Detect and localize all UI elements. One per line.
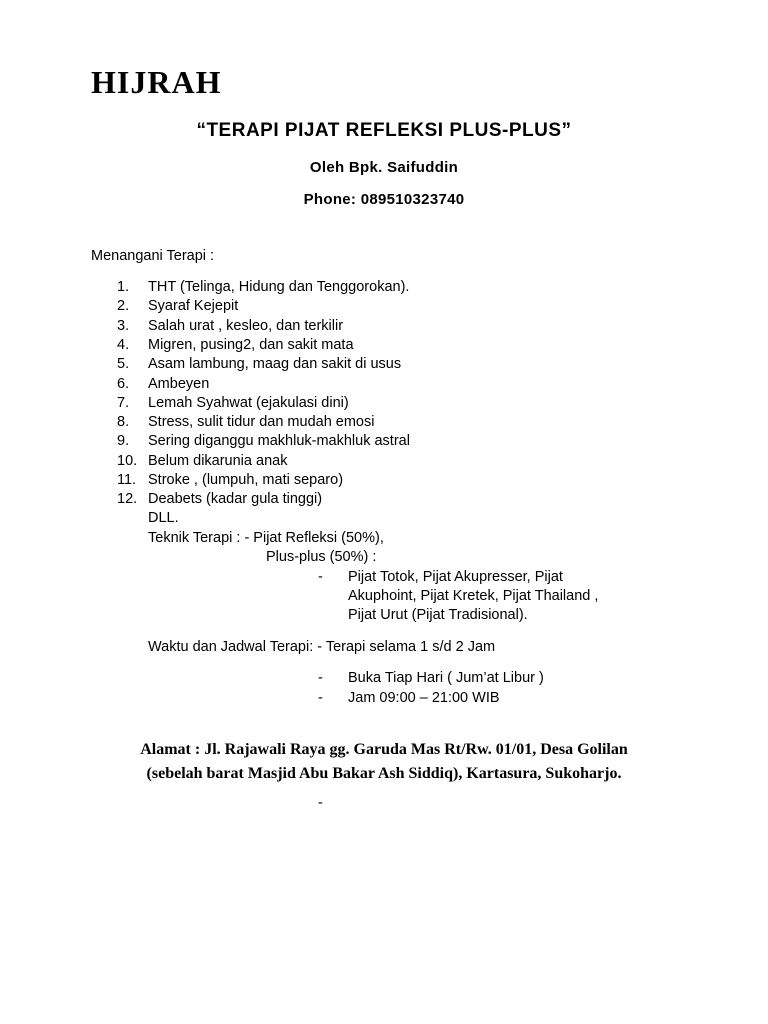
list-text: Syaraf Kejepit: [148, 298, 239, 314]
list-text: Salah urat , kesleo, dan terkilir: [148, 318, 344, 334]
treatments-heading: Menangani Terapi :: [91, 248, 215, 264]
list-item: [0, 376, 768, 395]
technique-sub-line: Pijat Totok, Pijat Akupresser, Pijat: [348, 569, 563, 585]
list-number: 9.: [117, 433, 130, 449]
list-text: THT (Telinga, Hidung dan Tenggorokan).: [148, 279, 410, 295]
address-line: (sebelah barat Masjid Abu Bakar Ash Siddiq), Kartasura, Sukoharjo.: [146, 765, 622, 782]
technique-sub-line: Akuphoint, Pijat Kretek, Pijat Thailand ,: [348, 588, 599, 604]
list-item: [0, 395, 768, 414]
list-number: 11.: [117, 472, 137, 488]
list-number: 6.: [117, 376, 130, 392]
list-item: [0, 318, 768, 337]
list-number: 3.: [117, 318, 130, 334]
list-text: Stroke , (lumpuh, mati separo): [148, 472, 344, 488]
list-text: Stress, sulit tidur dan mudah emosi: [148, 414, 375, 430]
list-number: 7.: [117, 395, 130, 411]
list-number: 10.: [117, 453, 138, 469]
address-line: Alamat : Jl. Rajawali Raya gg. Garuda Mas Rt/Rw. 01/01, Desa Golilan: [140, 741, 628, 758]
list-item: [0, 453, 768, 472]
author-line: Oleh Bpk. Saifuddin: [309, 159, 459, 176]
list-number: 2.: [117, 298, 130, 314]
list-item: [0, 433, 768, 452]
list-item: [0, 414, 768, 433]
list-number: 1.: [117, 279, 130, 295]
plus-plus-line: Plus-plus (50%) :: [266, 549, 377, 565]
list-item: [0, 279, 768, 298]
etc-label: DLL.: [148, 510, 179, 526]
list-text: Belum dikarunia anak: [148, 453, 288, 469]
schedule-open-days: Buka Tiap Hari ( Jum’at Libur ): [348, 670, 544, 686]
technique-sub-line: Pijat Urut (Pijat Tradisional).: [348, 607, 528, 623]
list-number: 8.: [117, 414, 130, 430]
list-item: [0, 491, 768, 510]
list-item: [0, 337, 768, 356]
schedule-line: Waktu dan Jadwal Terapi: - Terapi selama 1 s/d 2 Jam: [148, 639, 496, 655]
technique-line: Teknik Terapi : - Pijat Refleksi (50%),: [148, 530, 384, 546]
list-text: Ambeyen: [148, 376, 210, 392]
list-number: 12.: [117, 491, 138, 507]
trailing-dash: -: [318, 795, 323, 811]
list-text: Deabets (kadar gula tinggi): [148, 491, 323, 507]
list-number: 5.: [117, 356, 130, 372]
list-item: [0, 356, 768, 375]
schedule-dash: -: [318, 690, 323, 706]
list-text: Asam lambung, maag dan sakit di usus: [148, 356, 402, 372]
list-item: [0, 472, 768, 491]
schedule-dash: -: [318, 670, 323, 686]
document-title: HIJRAH: [91, 64, 222, 100]
document-subtitle: “TERAPI PIJAT REFLEKSI PLUS-PLUS”: [196, 120, 572, 141]
address-block: [0, 738, 768, 786]
schedule-hours: Jam 09:00 – 21:00 WIB: [348, 690, 500, 706]
list-text: Sering diganggu makhluk-makhluk astral: [148, 433, 410, 449]
list-number: 4.: [117, 337, 130, 353]
list-text: Migren, pusing2, dan sakit mata: [148, 337, 354, 353]
technique-dash: -: [318, 569, 323, 585]
list-text: Lemah Syahwat (ejakulasi dini): [148, 395, 349, 411]
phone-line: Phone: 089510323740: [303, 191, 465, 208]
list-item: [0, 298, 768, 317]
